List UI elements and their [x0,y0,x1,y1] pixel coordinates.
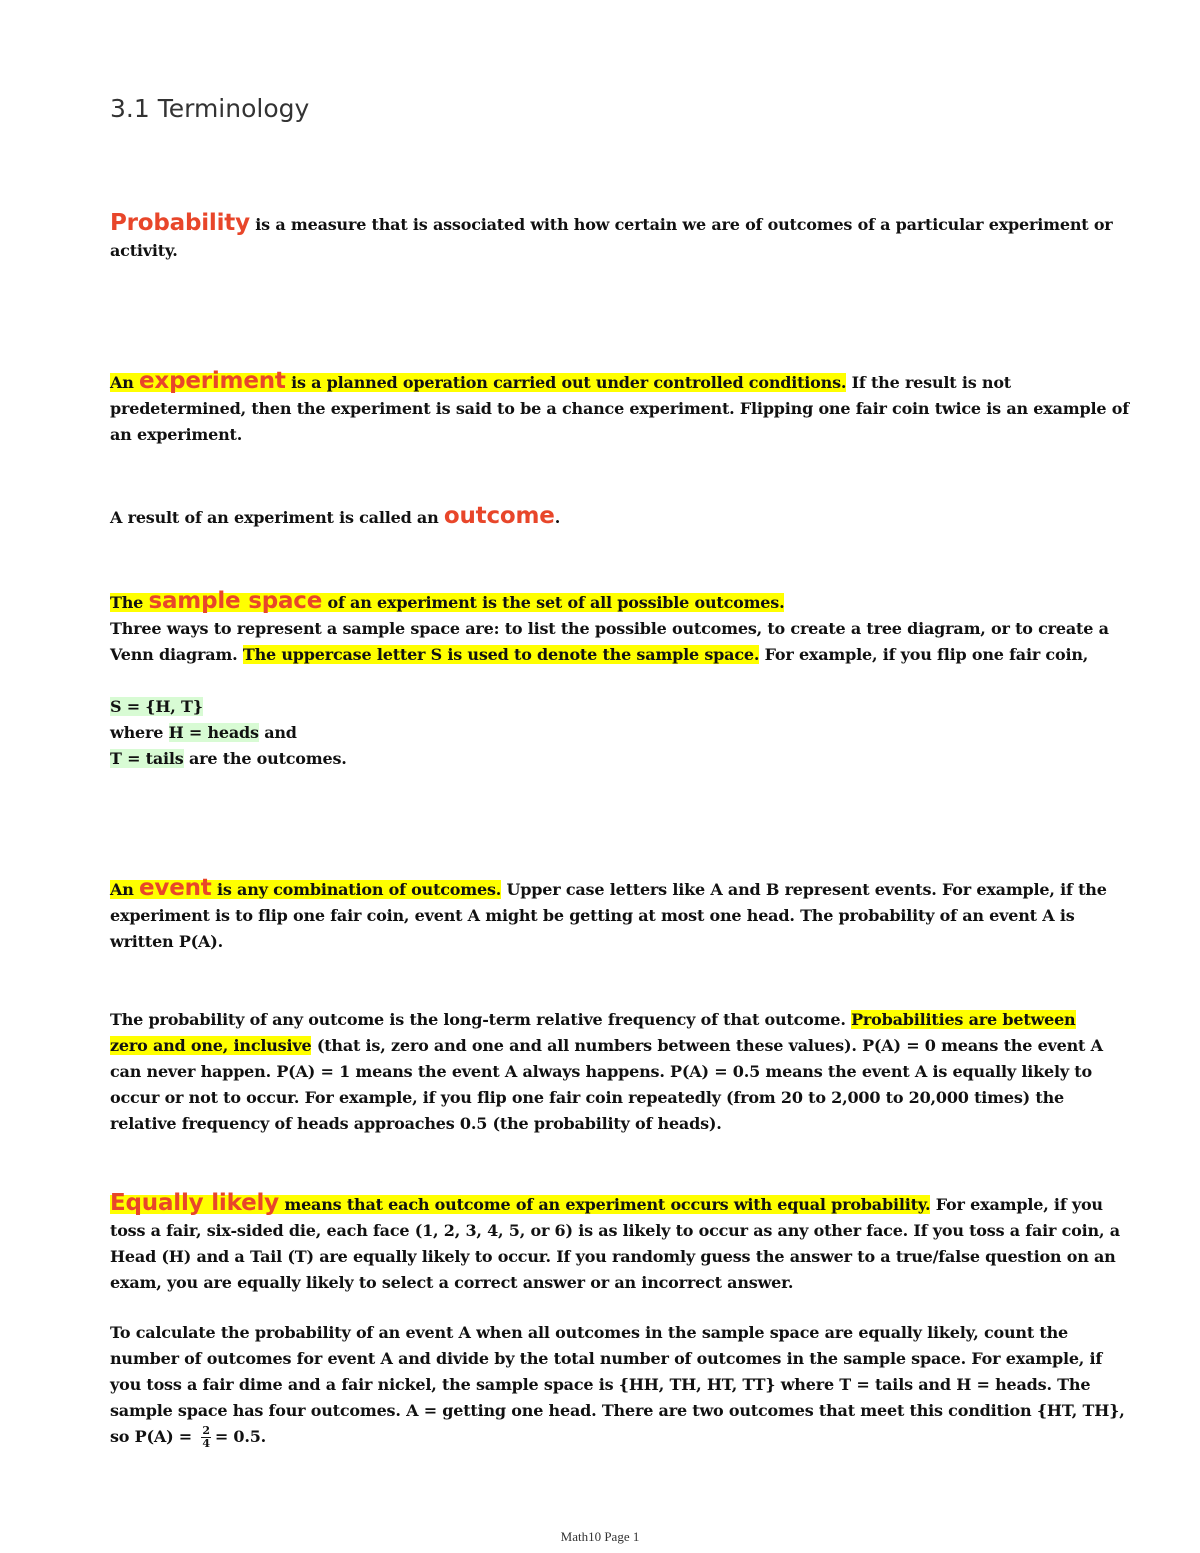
sample-space-s-definition: The uppercase letter S is used to denote the sample space. [242,645,760,664]
fraction [201,1425,210,1450]
equally-likely-definition: means that each outcome of an experiment occurs with equal probability. [278,1195,931,1214]
relfreq-text-2: (that is, zero and one and all numbers between these values). P(A) = 0 means the event A [311,1036,1103,1055]
outcome-post: . [554,508,561,527]
heads-definition: H = heads [168,723,259,742]
outcome-paragraph [110,503,1185,531]
term-probability: Probability [110,210,250,236]
probability-text-2: activity. [110,241,178,260]
fraction-numerator: 2 [202,1424,210,1437]
probability-paragraph [110,210,1185,264]
term-event: event [139,875,212,901]
page-title: 3.1 Terminology [110,94,310,123]
relfreq-text-5: relative frequency of heads approaches 0.5 (the probability of heads). [110,1114,722,1133]
event-paragraph [110,875,1185,955]
calculate-text-3: you toss a fair dime and a fair nickel, the sample space is {HH, TH, HT, TT} where T = tails and H = heads. The [110,1375,1091,1394]
experiment-paragraph [110,368,1185,448]
sample-space-paragraph [110,588,1185,772]
sample-space-set: S = {H, T} [110,697,203,716]
and-text: and [258,723,297,742]
term-equally-likely: Equally likely [110,1190,279,1216]
calculate-text-5-pre: so P(A) = [110,1427,198,1446]
event-text-2: experiment is to flip one fair coin, event A might be getting at most one head. The probability of an event A is [110,906,1075,925]
sample-space-definition: of an experiment is the set of all possible outcomes. [322,593,785,612]
event-pre: An [110,880,140,899]
term-outcome: outcome [443,503,555,529]
equally-likely-text-2: toss a fair, six-sided die, each face (1, 2, 3, 4, 5, or 6) is as likely to occur as any other face. If you toss a fair coin, a [110,1221,1120,1240]
relfreq-text-3: can never happen. P(A) = 1 means the event A always happens. P(A) = 0.5 means the event A is equally likely to [110,1062,1092,1081]
calculate-text-2: number of outcomes for event A and divide by the total number of outcomes in the sample space. For example, if [110,1349,1103,1368]
sample-space-text-2: Three ways to represent a sample space are: to list the possible outcomes, to create a tree diagram, or to create a [110,619,1109,638]
term-sample-space: sample space [148,588,323,614]
calculate-paragraph [110,1320,1185,1450]
sample-space-pre: The [110,593,149,612]
sample-space-text-3-post: For example, if you flip one fair coin, [759,645,1089,664]
fraction-denominator: 4 [202,1437,210,1450]
relfreq-text-1: The probability of any outcome is the long-term relative frequency of that outcome. [110,1010,852,1029]
calculate-text-1: To calculate the probability of an event A when all outcomes in the sample space are equally likely, count the [110,1323,1068,1342]
experiment-pre: An [110,373,140,392]
calculate-text-5-post: = 0.5. [214,1427,267,1446]
outcomes-text: are the outcomes. [183,749,347,768]
experiment-text-3: an experiment. [110,425,243,444]
event-definition: is any combination of outcomes. [211,880,502,899]
event-post: Upper case letters like A and B represent events. For example, if the [501,880,1107,899]
experiment-post: If the result is not [846,373,1011,392]
event-text-3: written P(A). [110,932,224,951]
tails-definition: T = tails [110,749,184,768]
experiment-definition: is a planned operation carried out under controlled conditions. [285,373,847,392]
outcome-pre: A result of an experiment is called an [110,508,444,527]
equally-likely-text-4: exam, you are equally likely to select a correct answer or an incorrect answer. [110,1273,794,1292]
probability-text: is a measure that is associated with how certain we are of outcomes of a particular experiment or [249,215,1113,234]
term-experiment: experiment [139,368,286,394]
equally-likely-post: For example, if you [930,1195,1103,1214]
sample-space-text-3-pre: Venn diagram. [110,645,243,664]
equally-likely-paragraph [110,1190,1185,1296]
relfreq-highlight-1: Probabilities are between [851,1010,1076,1029]
page-footer: Math10 Page 1 [560,1529,640,1544]
experiment-text-2: predetermined, then the experiment is said to be a chance experiment. Flipping one fair coin twice is an example of [110,399,1129,418]
relfreq-highlight-2: zero and one, inclusive [110,1036,312,1055]
equally-likely-text-3: Head (H) and a Tail (T) are equally likely to occur. If you randomly guess the answer to a true/false question on an [110,1247,1116,1266]
calculate-text-4: sample space has four outcomes. A = getting one head. There are two outcomes that meet this condition {HT, TH}, [110,1401,1125,1420]
relative-frequency-paragraph [110,1007,1185,1137]
relfreq-text-4: occur or not to occur. For example, if you flip one fair coin repeatedly (from 20 to 2,000 to 20,000 times) the [110,1088,1064,1107]
where-text: where [110,723,169,742]
